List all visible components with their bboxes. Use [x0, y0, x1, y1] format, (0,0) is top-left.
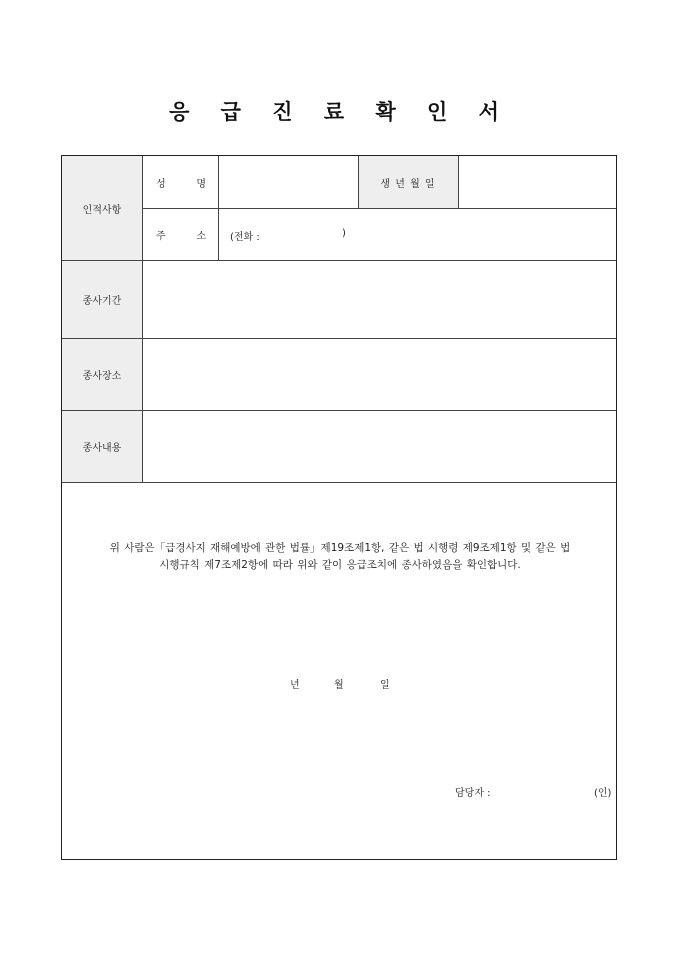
- statement-line-1: 위 사람은「급경사지 재해예방에 관한 법률」제19조제1항, 같은 법 시행령 제9조제1항 및 같은 법: [109, 542, 571, 554]
- date-year-label: 년: [290, 680, 300, 691]
- col-divider: [218, 156, 219, 260]
- confirmation-form: [61, 155, 617, 860]
- statement-line-2: 시행규칙 제7조제2항에 따라 위와 같이 응급조치에 종사하였음을 확인합니다.: [159, 559, 521, 571]
- row-divider: [62, 260, 616, 261]
- row-divider: [62, 482, 616, 483]
- row-divider: [62, 338, 616, 339]
- col-divider: [142, 156, 143, 482]
- name-label: 성 명: [156, 178, 206, 190]
- col-divider: [458, 156, 459, 208]
- phone-open-label: (전화 :: [230, 232, 260, 243]
- address-label: 주 소: [156, 230, 206, 242]
- work-content-label: 종사내용: [82, 442, 122, 454]
- row-divider: [142, 208, 616, 209]
- birthdate-value-field[interactable]: [462, 160, 612, 204]
- row-divider: [62, 410, 616, 411]
- birthdate-label: 생 년 월 일: [380, 178, 436, 190]
- name-value-field[interactable]: [222, 160, 354, 204]
- work-period-label: 종사기간: [82, 295, 122, 307]
- personal-section-label: 인적사항: [82, 204, 122, 216]
- date-month-label: 월: [334, 680, 344, 691]
- phone-close-label: ): [342, 228, 346, 239]
- date-day-label: 일: [380, 680, 390, 691]
- work-place-label: 종사장소: [82, 370, 122, 382]
- document-title: 응 급 진 료 확 인 서: [169, 100, 511, 124]
- confirmation-statement: [76, 540, 604, 574]
- signer-label: 담당자 :: [455, 788, 491, 799]
- seal-mark: (인): [594, 788, 612, 799]
